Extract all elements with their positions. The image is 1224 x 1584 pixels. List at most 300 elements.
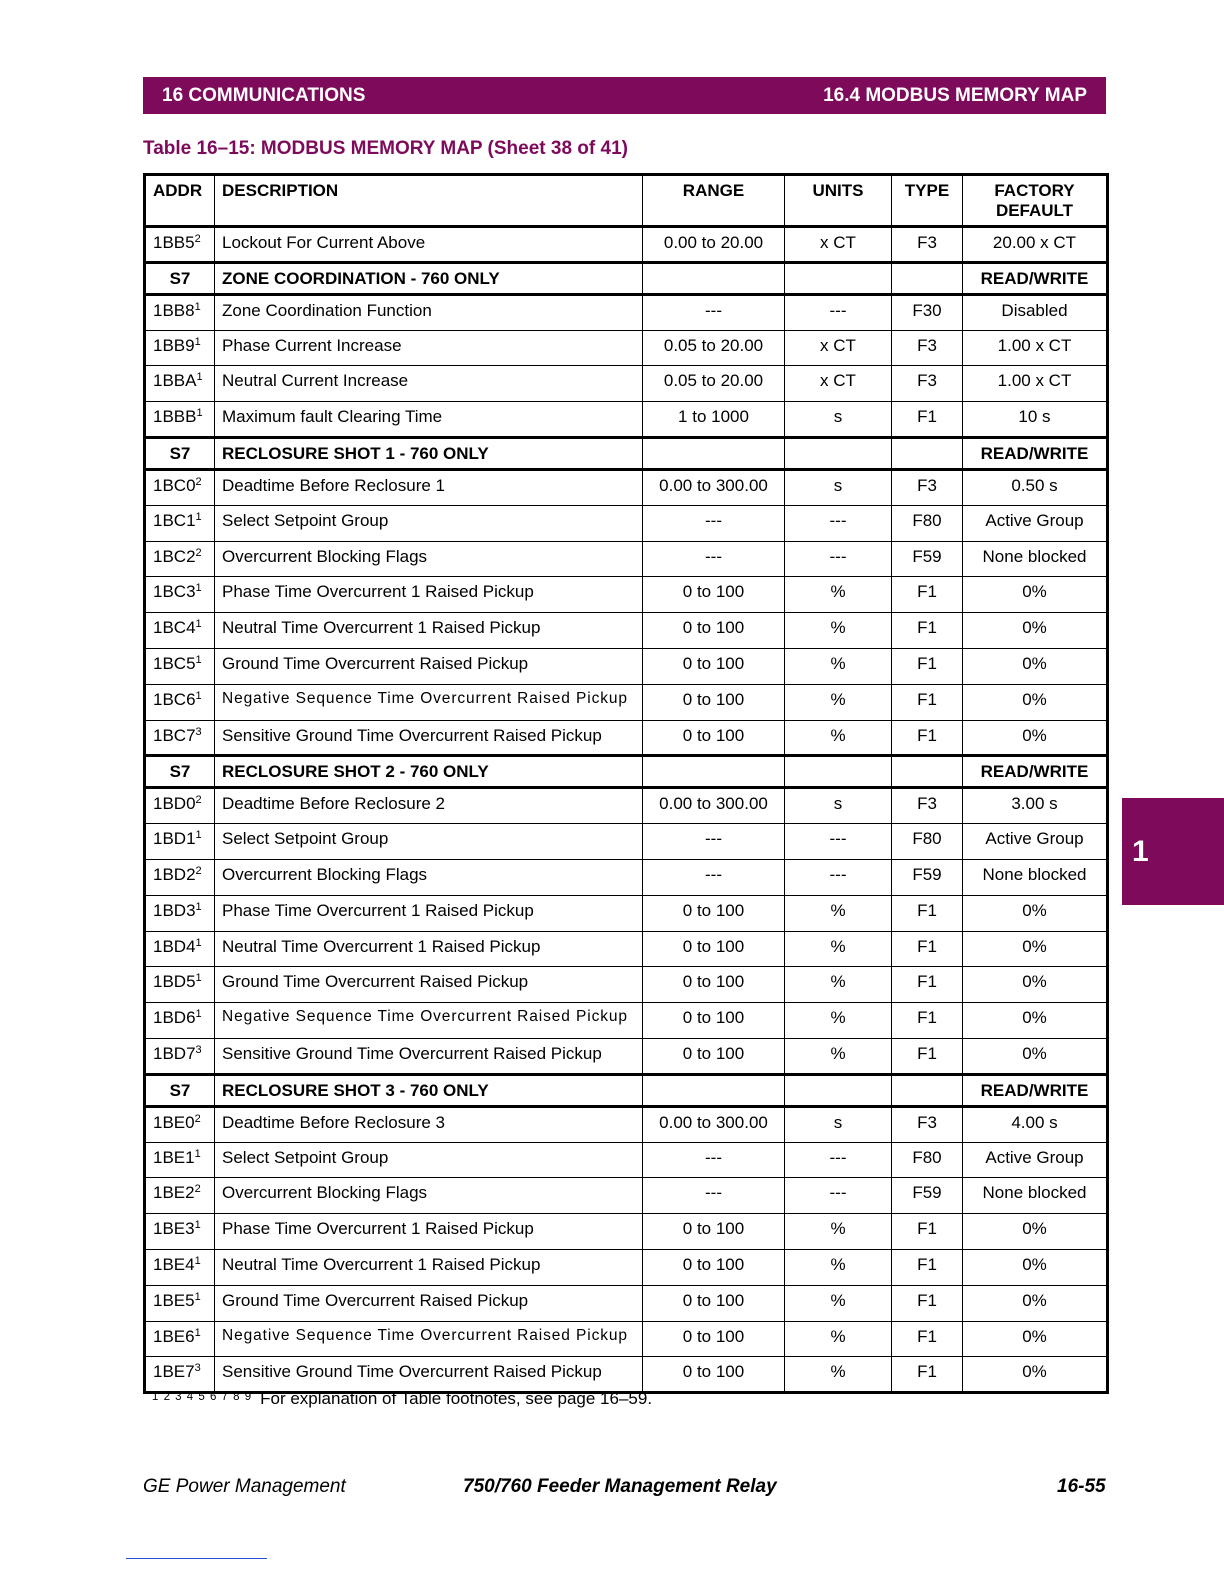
cell-units: % (785, 895, 892, 931)
cell-range: --- (643, 1142, 785, 1178)
cell-description: Deadtime Before Reclosure 2 (215, 788, 643, 824)
addr-value: 1BB5 (153, 233, 195, 252)
addr-value: 1BE3 (153, 1219, 195, 1239)
cell-description: Select Setpoint Group (215, 1142, 643, 1178)
table-row (145, 1003, 1108, 1039)
cell-factory-default: 0% (963, 967, 1108, 1003)
addr-footnote-marker: 1 (196, 371, 203, 384)
table-row (145, 1285, 1108, 1321)
cell-description: Ground Time Overcurrent Raised Pickup (215, 967, 643, 1003)
cell-factory-default: 1.00 x CT (963, 330, 1108, 366)
cell-factory-default: Active Group (963, 505, 1108, 541)
table-row (145, 1106, 1108, 1142)
cell-range: 0.00 to 300.00 (643, 788, 785, 824)
cell-addr (145, 613, 215, 649)
section-access: READ/WRITE (963, 262, 1108, 294)
cell-range: 0.05 to 20.00 (643, 330, 785, 366)
cell-addr (145, 541, 215, 577)
cell-range: --- (643, 1178, 785, 1214)
cell-range: --- (643, 859, 785, 895)
cell-units: --- (785, 859, 892, 895)
cell-type: F1 (892, 1249, 963, 1285)
section-addr: S7 (145, 262, 215, 294)
addr-footnote-marker: 2 (195, 475, 202, 488)
cell-type: F3 (892, 330, 963, 366)
table-row (145, 1321, 1108, 1357)
cell-range: 0 to 100 (643, 895, 785, 931)
table-row (145, 648, 1108, 684)
section-range-empty (643, 437, 785, 469)
cell-type: F30 (892, 294, 963, 330)
section-title: ZONE COORDINATION - 760 ONLY (215, 262, 643, 294)
section-units-empty (785, 756, 892, 788)
addr-footnote-marker: 1 (194, 1290, 201, 1303)
addr-footnote-marker: 2 (195, 864, 202, 877)
cell-type: F3 (892, 366, 963, 402)
cell-addr (145, 684, 215, 720)
addr-value: 1BC0 (153, 475, 196, 495)
cell-factory-default: Active Group (963, 824, 1108, 860)
cell-type: F1 (892, 1214, 963, 1250)
addr-footnote-marker: 2 (195, 794, 202, 807)
cell-factory-default: 10 s (963, 402, 1108, 438)
col-header-description: DESCRIPTION (215, 175, 643, 227)
cell-units: x CT (785, 330, 892, 366)
cell-addr (145, 577, 215, 613)
cell-range: 0 to 100 (643, 684, 785, 720)
addr-footnote-marker: 1 (195, 582, 202, 595)
addr-footnote-marker: 1 (195, 689, 202, 702)
cell-range: 0.00 to 300.00 (643, 1106, 785, 1142)
section-access: READ/WRITE (963, 437, 1108, 469)
addr-footnote-marker: 3 (194, 1362, 201, 1375)
cell-type: F80 (892, 1142, 963, 1178)
cell-addr (145, 859, 215, 895)
section-units-empty (785, 1074, 892, 1106)
cell-factory-default: 0% (963, 931, 1108, 967)
cell-type: F1 (892, 684, 963, 720)
cell-type: F1 (892, 1357, 963, 1393)
addr-value: 1BE6 (153, 1326, 195, 1346)
cell-type: F1 (892, 720, 963, 756)
table-row (145, 613, 1108, 649)
cell-description: Neutral Current Increase (215, 366, 643, 402)
addr-footnote-marker: 1 (195, 936, 202, 949)
table-title: Table 16–15: MODBUS MEMORY MAP (Sheet 38 of 41) (143, 138, 628, 159)
cell-factory-default: 0% (963, 1321, 1108, 1357)
addr-footnote-marker: 1 (194, 300, 201, 313)
addr-footnote-marker: 3 (195, 725, 202, 738)
cell-addr (145, 505, 215, 541)
addr-value: 1BC7 (153, 725, 196, 745)
table-row (145, 859, 1108, 895)
cell-addr (145, 788, 215, 824)
table-row (145, 1178, 1108, 1214)
cell-description: Phase Time Overcurrent 1 Raised Pickup (215, 1214, 643, 1250)
cell-description: Deadtime Before Reclosure 1 (215, 469, 643, 505)
cell-units: s (785, 402, 892, 438)
cell-addr (145, 1106, 215, 1142)
col-header-factory-line2: DEFAULT (995, 201, 1074, 220)
cell-addr (145, 227, 215, 263)
cell-factory-default: 0% (963, 1357, 1108, 1393)
table-body (145, 227, 1108, 1393)
col-header-factory-line1: FACTORY (994, 181, 1075, 200)
table-row (145, 402, 1108, 438)
cell-units: % (785, 1249, 892, 1285)
cell-factory-default: 0% (963, 1214, 1108, 1250)
cell-addr (145, 1142, 215, 1178)
cell-description: Negative Sequence Time Overcurrent Raised Pickup (215, 1321, 643, 1357)
table-row (145, 1357, 1108, 1393)
cell-range: 0 to 100 (643, 1249, 785, 1285)
cell-description: Phase Time Overcurrent 1 Raised Pickup (215, 895, 643, 931)
table-row (145, 1038, 1108, 1074)
addr-value: 1BE5 (153, 1290, 195, 1310)
cell-type: F1 (892, 1321, 963, 1357)
cell-units: % (785, 613, 892, 649)
cell-type: F1 (892, 613, 963, 649)
addr-footnote-marker: 3 (195, 1043, 202, 1056)
footer-page-number: 16-55 (1057, 1476, 1106, 1497)
section-row (145, 437, 1108, 469)
section-range-empty (643, 262, 785, 294)
table-footnote (152, 1389, 652, 1409)
addr-footnote-marker: 1 (194, 1219, 201, 1232)
cell-description: Deadtime Before Reclosure 3 (215, 1106, 643, 1142)
cell-factory-default: 4.00 s (963, 1106, 1108, 1142)
cell-type: F1 (892, 931, 963, 967)
addr-footnote-marker: 1 (194, 335, 201, 348)
addr-footnote-marker: 1 (195, 510, 202, 523)
addr-value: 1BC2 (153, 546, 196, 566)
addr-value: 1BE1 (153, 1147, 195, 1167)
cell-units: x CT (785, 366, 892, 402)
cell-range: 0 to 100 (643, 613, 785, 649)
addr-value: 1BE0 (153, 1112, 195, 1132)
addr-value: 1BD3 (153, 900, 196, 920)
section-row (145, 756, 1108, 788)
cell-description: Ground Time Overcurrent Raised Pickup (215, 1285, 643, 1321)
cell-description: Zone Coordination Function (215, 294, 643, 330)
table-row (145, 227, 1108, 263)
cell-type: F3 (892, 788, 963, 824)
cell-factory-default: 3.00 s (963, 788, 1108, 824)
cell-addr (145, 931, 215, 967)
section-type-empty (892, 756, 963, 788)
footnote-numbers: 1 2 3 4 5 6 7 8 9 (152, 1391, 253, 1403)
col-header-type: TYPE (892, 175, 963, 227)
addr-value: 1BD1 (153, 829, 196, 849)
cell-range: 0.05 to 20.00 (643, 366, 785, 402)
cell-type: F1 (892, 967, 963, 1003)
cell-addr (145, 967, 215, 1003)
cell-addr (145, 1003, 215, 1039)
cell-range: 0 to 100 (643, 648, 785, 684)
table-row (145, 541, 1108, 577)
section-header-bar (143, 77, 1106, 114)
table-row (145, 824, 1108, 860)
addr-value: 1BB9 (153, 335, 195, 355)
table-row (145, 684, 1108, 720)
cell-factory-default: 0% (963, 1003, 1108, 1039)
cell-description: Lockout For Current Above (215, 227, 643, 263)
cell-units: % (785, 1321, 892, 1357)
addr-value: 1BD5 (153, 972, 196, 992)
table-row (145, 469, 1108, 505)
cell-addr (145, 1249, 215, 1285)
cell-addr (145, 402, 215, 438)
cell-units: % (785, 648, 892, 684)
cell-type: F59 (892, 541, 963, 577)
footer-company: GE Power Management (143, 1476, 346, 1497)
cell-addr (145, 1321, 215, 1357)
cell-type: F59 (892, 1178, 963, 1214)
table-row (145, 505, 1108, 541)
addr-footnote-marker: 2 (194, 1112, 201, 1125)
footer-product: 750/760 Feeder Management Relay (463, 1476, 777, 1497)
cell-range: 0 to 100 (643, 1285, 785, 1321)
table-row (145, 294, 1108, 330)
cell-range: 0 to 100 (643, 1038, 785, 1074)
cell-units: s (785, 1106, 892, 1142)
cell-type: F1 (892, 895, 963, 931)
cell-units: s (785, 788, 892, 824)
cell-description: Phase Current Increase (215, 330, 643, 366)
addr-footnote-marker: 1 (194, 1254, 201, 1267)
cell-range: 1 to 1000 (643, 402, 785, 438)
table-row (145, 720, 1108, 756)
cell-units: % (785, 1357, 892, 1393)
cell-factory-default: 0% (963, 1285, 1108, 1321)
table-row (145, 1214, 1108, 1250)
cell-units: --- (785, 1142, 892, 1178)
addr-footnote-marker: 1 (195, 653, 202, 666)
cell-units: % (785, 1285, 892, 1321)
cell-units: % (785, 1003, 892, 1039)
addr-value: 1BD7 (153, 1043, 196, 1063)
addr-footnote-marker: 1 (196, 407, 203, 420)
section-row (145, 262, 1108, 294)
cell-range: 0 to 100 (643, 967, 785, 1003)
section-type-empty (892, 262, 963, 294)
cell-type: F3 (892, 227, 963, 263)
cell-range: 0 to 100 (643, 720, 785, 756)
side-tab-label: 1 (1132, 834, 1149, 868)
cell-description: Sensitive Ground Time Overcurrent Raised Pickup (215, 720, 643, 756)
cell-type: F1 (892, 648, 963, 684)
header-chapter: 16 COMMUNICATIONS (162, 84, 366, 106)
table-row (145, 366, 1108, 402)
cell-factory-default: 0% (963, 684, 1108, 720)
cell-range: --- (643, 824, 785, 860)
section-title: RECLOSURE SHOT 2 - 760 ONLY (215, 756, 643, 788)
cell-units: s (785, 469, 892, 505)
footnote-text: For explanation of Table footnotes, see page 16–59. (260, 1389, 653, 1408)
cell-addr (145, 366, 215, 402)
addr-value: 1BE2 (153, 1183, 195, 1203)
addr-value: 1BC6 (153, 689, 196, 709)
cell-range: 0 to 100 (643, 1357, 785, 1393)
table-row (145, 1249, 1108, 1285)
cell-units: --- (785, 824, 892, 860)
col-header-units: UNITS (785, 175, 892, 227)
section-units-empty (785, 437, 892, 469)
cell-range: 0 to 100 (643, 577, 785, 613)
cell-type: F1 (892, 1003, 963, 1039)
cell-type: F1 (892, 402, 963, 438)
section-type-empty (892, 437, 963, 469)
cell-range: 0.00 to 20.00 (643, 227, 785, 263)
col-header-addr: ADDR (145, 175, 215, 227)
cell-description: Overcurrent Blocking Flags (215, 1178, 643, 1214)
addr-value: 1BC4 (153, 618, 196, 638)
cell-type: F3 (892, 1106, 963, 1142)
addr-value: 1BD6 (153, 1008, 196, 1028)
cell-factory-default: 0% (963, 648, 1108, 684)
addr-value: 1BBB (153, 407, 197, 427)
addr-value: 1BE4 (153, 1254, 195, 1274)
table-row (145, 330, 1108, 366)
section-access: READ/WRITE (963, 1074, 1108, 1106)
cell-addr (145, 1285, 215, 1321)
cell-description: Maximum fault Clearing Time (215, 402, 643, 438)
cell-description: Neutral Time Overcurrent 1 Raised Pickup (215, 931, 643, 967)
section-addr: S7 (145, 756, 215, 788)
addr-footnote-marker: 1 (195, 1008, 202, 1021)
cell-units: % (785, 577, 892, 613)
cell-type: F59 (892, 859, 963, 895)
cell-type: F1 (892, 1038, 963, 1074)
cell-factory-default: 1.00 x CT (963, 366, 1108, 402)
addr-value: 1BBA (153, 371, 197, 391)
section-title: RECLOSURE SHOT 1 - 760 ONLY (215, 437, 643, 469)
cell-description: Neutral Time Overcurrent 1 Raised Pickup (215, 1249, 643, 1285)
addr-footnote-marker: 2 (194, 233, 201, 245)
modbus-memory-map-table (143, 173, 1109, 1394)
cell-description: Sensitive Ground Time Overcurrent Raised Pickup (215, 1357, 643, 1393)
table-row (145, 1142, 1108, 1178)
cell-units: % (785, 684, 892, 720)
cell-units: --- (785, 294, 892, 330)
section-type-empty (892, 1074, 963, 1106)
cell-description: Ground Time Overcurrent Raised Pickup (215, 648, 643, 684)
addr-value: 1BD2 (153, 864, 196, 884)
cell-description: Select Setpoint Group (215, 824, 643, 860)
cell-description: Overcurrent Blocking Flags (215, 859, 643, 895)
addr-value: 1BC5 (153, 653, 196, 673)
cell-factory-default: None blocked (963, 541, 1108, 577)
addr-value: 1BE7 (153, 1362, 195, 1382)
cell-addr (145, 1178, 215, 1214)
section-row (145, 1074, 1108, 1106)
header-section: 16.4 MODBUS MEMORY MAP (823, 84, 1087, 106)
cell-units: --- (785, 505, 892, 541)
cell-description: Overcurrent Blocking Flags (215, 541, 643, 577)
cell-units: % (785, 967, 892, 1003)
bottom-divider (126, 1558, 267, 1559)
cell-description: Negative Sequence Time Overcurrent Raised Pickup (215, 1003, 643, 1039)
cell-range: 0 to 100 (643, 1321, 785, 1357)
cell-type: F1 (892, 1285, 963, 1321)
cell-factory-default: Disabled (963, 294, 1108, 330)
cell-units: --- (785, 1178, 892, 1214)
cell-range: 0.00 to 300.00 (643, 469, 785, 505)
cell-addr (145, 720, 215, 756)
addr-footnote-marker: 1 (195, 972, 202, 985)
cell-type: F1 (892, 577, 963, 613)
cell-factory-default: 0% (963, 613, 1108, 649)
addr-footnote-marker: 1 (195, 900, 202, 913)
addr-footnote-marker: 1 (194, 1147, 201, 1160)
cell-addr (145, 648, 215, 684)
cell-range: 0 to 100 (643, 1214, 785, 1250)
table-row (145, 895, 1108, 931)
cell-description: Phase Time Overcurrent 1 Raised Pickup (215, 577, 643, 613)
cell-units: x CT (785, 227, 892, 263)
addr-value: 1BC3 (153, 582, 196, 602)
cell-type: F3 (892, 469, 963, 505)
section-title: RECLOSURE SHOT 3 - 760 ONLY (215, 1074, 643, 1106)
section-range-empty (643, 1074, 785, 1106)
cell-factory-default: 0% (963, 895, 1108, 931)
addr-footnote-marker: 2 (195, 546, 202, 559)
section-addr: S7 (145, 437, 215, 469)
cell-addr (145, 469, 215, 505)
cell-addr (145, 824, 215, 860)
table-row (145, 931, 1108, 967)
addr-footnote-marker: 2 (194, 1183, 201, 1196)
cell-range: --- (643, 294, 785, 330)
cell-factory-default: None blocked (963, 859, 1108, 895)
addr-value: 1BD0 (153, 794, 196, 814)
cell-type: F80 (892, 824, 963, 860)
cell-range: 0 to 100 (643, 931, 785, 967)
cell-range: --- (643, 505, 785, 541)
cell-addr (145, 330, 215, 366)
cell-type: F80 (892, 505, 963, 541)
cell-description: Select Setpoint Group (215, 505, 643, 541)
cell-units: % (785, 1214, 892, 1250)
table-row (145, 967, 1108, 1003)
cell-factory-default: 20.00 x CT (963, 227, 1108, 263)
chapter-side-tab (1122, 798, 1224, 905)
cell-range: 0 to 100 (643, 1003, 785, 1039)
cell-factory-default: None blocked (963, 1178, 1108, 1214)
cell-addr (145, 895, 215, 931)
cell-factory-default: 0% (963, 577, 1108, 613)
cell-addr (145, 294, 215, 330)
cell-units: --- (785, 541, 892, 577)
col-header-factory-default (963, 175, 1108, 227)
cell-description: Neutral Time Overcurrent 1 Raised Pickup (215, 613, 643, 649)
cell-description: Sensitive Ground Time Overcurrent Raised Pickup (215, 1038, 643, 1074)
cell-units: % (785, 931, 892, 967)
cell-units: % (785, 1038, 892, 1074)
cell-description: Negative Sequence Time Overcurrent Raised Pickup (215, 684, 643, 720)
cell-addr (145, 1357, 215, 1393)
cell-range: --- (643, 541, 785, 577)
addr-footnote-marker: 1 (195, 618, 202, 631)
cell-addr (145, 1214, 215, 1250)
table-header-row (145, 175, 1108, 227)
table-row (145, 577, 1108, 613)
cell-units: % (785, 720, 892, 756)
section-units-empty (785, 262, 892, 294)
cell-factory-default: 0.50 s (963, 469, 1108, 505)
addr-value: 1BB8 (153, 300, 195, 320)
cell-factory-default: 0% (963, 720, 1108, 756)
